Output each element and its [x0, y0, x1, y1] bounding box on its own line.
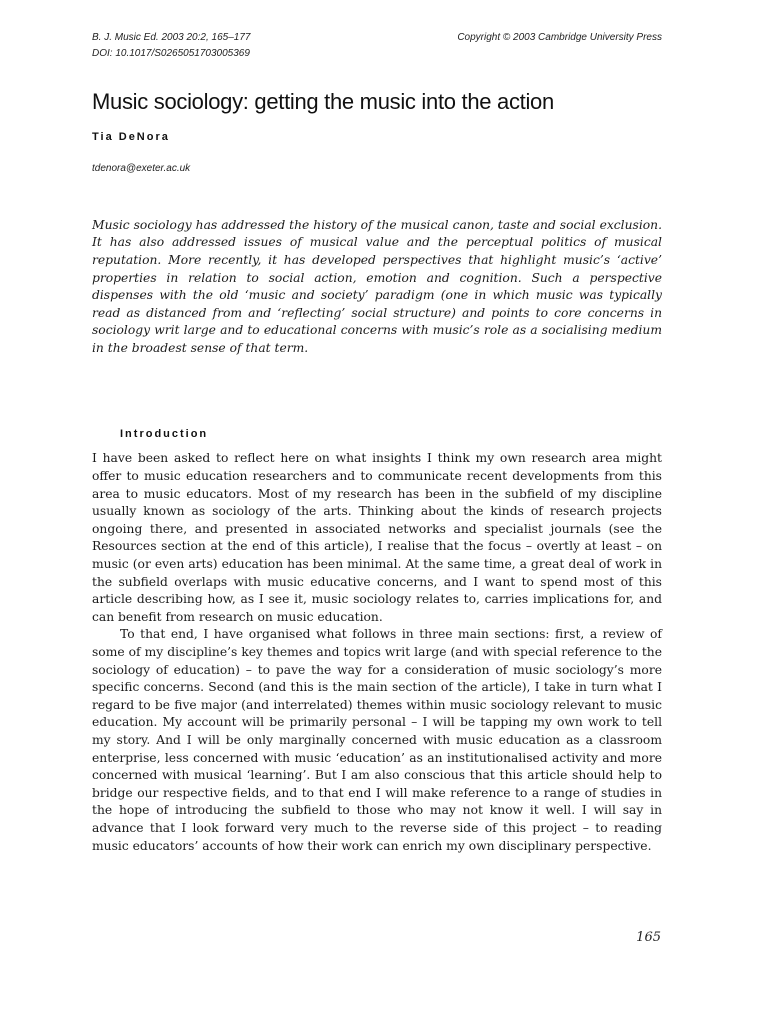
- author-name: Tia DeNora: [92, 130, 170, 143]
- article-page: [92, 30, 662, 855]
- paragraph: To that end, I have organised what follows in three main sections: first, a review of some of my discipline’s key themes and topics writ large (and with special reference to the sociology of education) – to pave the way for a consideration of music sociology’s more specific concerns. Second (and this is the main section of the article), I take in turn what I regard to be five major (and interrelated) themes within music sociology relevant to music education. My account will be primarily personal – I will be tapping my own work to tell my story. And I will be only marginally concerned with music education as a classroom enterprise, less concerned with music ‘education’ as an institutionalised activity and more concerned with musical ‘learning’. But I am also conscious that this article should help to bridge our respective fields, and to that end I will make reference to a range of studies in the hope of introducing the subfield to those who may not know it well. I will say in advance that I look forward very much to the reverse side of this project – to reading music educators’ accounts of how their work can enrich my own disciplinary perspective.: [92, 627, 662, 853]
- author-email[interactable]: tdenora@exeter.ac.uk: [92, 162, 191, 174]
- abstract: Music sociology has addressed the history of the musical canon, taste and social exclusion. It has also addressed issues of musical value and the perceptual politics of musical reputation. More recently, it has developed perspectives that highlight music’s ‘active’ properties in relation to social action, emotion and cognition. Such a perspective dispenses with the old ‘music and society’ paradigm (one in which music was typically read as distanced from and ‘reflecting’ social structure) and points to core concerns in sociology writ large and to educational concerns with music’s role as a socialising medium in the broadest sense of that term.: [92, 217, 662, 355]
- copyright-text: Copyright © 2003 Cambridge University Press: [457, 32, 662, 43]
- introduction-body: [92, 450, 662, 855]
- journal-citation: B. J. Music Ed. 2003 20:2, 165–177: [92, 32, 251, 43]
- copyright-info: [457, 30, 662, 62]
- article-title: Music sociology: getting the music into the action: [92, 89, 554, 114]
- journal-info: [92, 30, 250, 62]
- doi-text[interactable]: DOI: 10.1017/S0265051703005369: [92, 48, 250, 59]
- running-header: [92, 30, 662, 62]
- page-number: 165: [636, 930, 661, 945]
- section-heading-introduction: Introduction: [120, 428, 209, 441]
- paragraph: I have been asked to reflect here on what insights I think my own research area might offer to music education researchers and to communicate recent developments from this area to music educators. Most of my research has been in the subfield of my discipline usually known as sociology of the arts. Thinking about the kinds of research projects ongoing there, and presented in associated networks and specialist journals (see the Resources section at the end of this article), I realise that the focus – overtly at least – on music (or even arts) education has been minimal. At the same time, a great deal of work in the subfield overlaps with music educative concerns, and I want to spend most of this article describing how, as I see it, music sociology relates to, carries implications for, and can benefit from research on music education.: [92, 451, 662, 624]
